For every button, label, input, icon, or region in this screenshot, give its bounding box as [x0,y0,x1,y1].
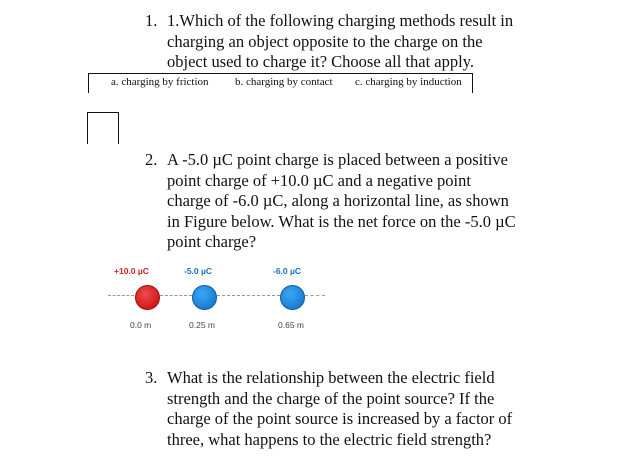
question-1-line: charging an object opposite to the charge on the [167,31,483,51]
question-2-number: 2. [145,150,158,169]
question-1-line: object used to charge it? Choose all that apply. [167,52,474,71]
axis-line-segment [160,295,192,296]
option-a[interactable]: a. charging by friction [111,76,209,88]
position-label-1: 0.25 m [189,320,215,330]
question-1-number: 1. [145,11,158,30]
question-2-line: point charge of +10.0 µC and a negative point [167,170,471,190]
question-3-line: strength and the charge of the point source? If the [167,388,495,408]
position-label-2: 0.65 m [278,320,304,330]
question-3-text [167,368,547,450]
axis-line-segment [305,295,325,296]
right-charge-sphere [280,285,305,310]
question-3-line: three, what happens to the electric field strength? [167,429,492,449]
question-2-line: A -5.0 µC point charge is placed between a positive [167,150,508,169]
axis-line-segment [217,295,280,296]
question-2-line: charge of -6.0 µC, along a horizontal line, as shown [167,191,509,210]
question-2-line: in Figure below. What is the net force on the -5.0 µC [167,211,516,231]
charges-figure [108,258,358,338]
answer-checkbox[interactable] [87,112,119,144]
question-1-line: 1.Which of the following charging methods result in [167,11,514,30]
question-3-line: What is the relationship between the electric field [167,368,495,387]
charge-label-positive: +10.0 µC [114,266,149,276]
question-2-line: point charge? [167,232,257,251]
position-label-0: 0.0 m [130,320,152,330]
middle-charge-sphere [192,285,217,310]
answer-options [88,73,473,93]
option-b[interactable]: b. charging by contact [235,76,333,88]
question-3-number: 3. [145,368,158,387]
option-c[interactable]: c. charging by induction [355,76,462,88]
charge-label-middle: -5.0 µC [184,266,213,276]
charge-label-right: -6.0 µC [273,266,302,276]
axis-line-segment [108,295,134,296]
positive-charge-sphere [135,285,160,310]
question-3-line: charge of the point source is increased by a factor of [167,409,513,428]
question-2-text [167,150,547,253]
question-1-text [167,11,547,73]
